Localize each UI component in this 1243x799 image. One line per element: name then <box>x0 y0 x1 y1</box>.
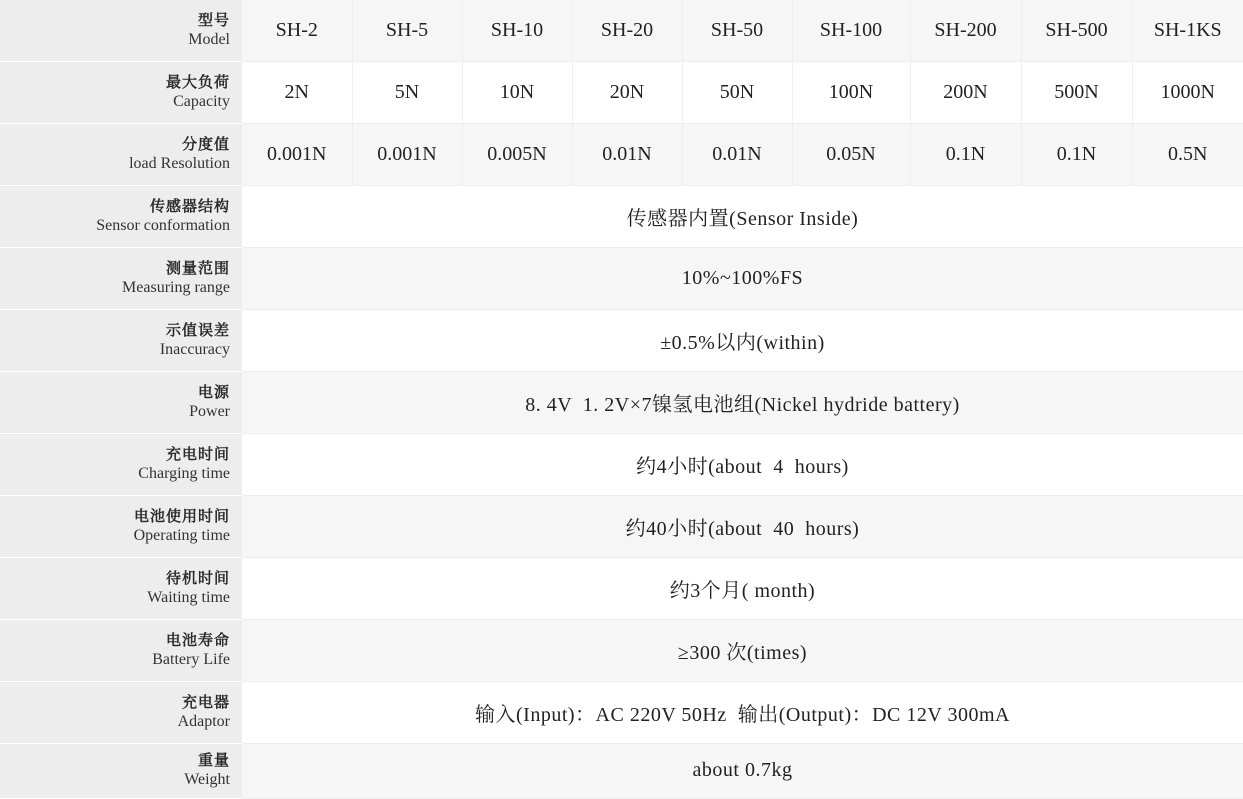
capacity-cell: 200N <box>910 61 1021 123</box>
model-cell: SH-1KS <box>1132 0 1243 61</box>
label-en: Battery Life <box>152 650 230 668</box>
label-weight <box>0 743 242 798</box>
label-cn: 电池使用时间 <box>133 506 230 525</box>
model-cell: SH-5 <box>352 0 462 61</box>
row-weight <box>0 743 1243 798</box>
range-value: 10%~100%FS <box>242 247 1243 309</box>
label-capacity <box>0 61 242 123</box>
label-cn: 传感器结构 <box>149 196 230 215</box>
resolution-cell: 0.1N <box>910 123 1021 185</box>
model-cell: SH-50 <box>682 0 792 61</box>
capacity-cell: 1000N <box>1132 61 1243 123</box>
label-sensor <box>0 185 242 247</box>
model-cell: SH-500 <box>1021 0 1132 61</box>
resolution-cell: 0.05N <box>792 123 910 185</box>
capacity-cell: 100N <box>792 61 910 123</box>
resolution-cell: 0.1N <box>1021 123 1132 185</box>
row-capacity <box>0 61 1243 123</box>
sensor-value: 传感器内置(Sensor Inside) <box>242 185 1243 247</box>
resolution-cell: 0.001N <box>242 123 352 185</box>
label-en: Power <box>189 402 230 420</box>
label-en: Weight <box>184 771 230 788</box>
row-inaccuracy <box>0 309 1243 371</box>
model-cell: SH-10 <box>462 0 572 61</box>
label-en: Charging time <box>138 464 230 482</box>
label-cn: 充电时间 <box>165 444 230 463</box>
label-battery-life <box>0 619 242 681</box>
label-resolution <box>0 123 242 185</box>
label-en: Waiting time <box>147 588 230 606</box>
row-charging <box>0 433 1243 495</box>
capacity-cell: 10N <box>462 61 572 123</box>
label-model <box>0 0 242 61</box>
capacity-cell: 20N <box>572 61 682 123</box>
label-waiting <box>0 557 242 619</box>
label-range <box>0 247 242 309</box>
row-model <box>0 0 1243 61</box>
adaptor-value: 输入(Input)：AC 220V 50Hz 输出(Output)：DC 12V 300mA <box>242 681 1243 743</box>
row-adaptor <box>0 681 1243 743</box>
row-power <box>0 371 1243 433</box>
label-cn: 测量范围 <box>165 258 230 277</box>
resolution-cell: 0.01N <box>572 123 682 185</box>
capacity-cell: 50N <box>682 61 792 123</box>
charging-value: 约4小时(about 4 hours) <box>242 433 1243 495</box>
model-cell: SH-200 <box>910 0 1021 61</box>
weight-value: about 0.7kg <box>242 743 1243 798</box>
capacity-cell: 500N <box>1021 61 1132 123</box>
resolution-cell: 0.001N <box>352 123 462 185</box>
resolution-cell: 0.5N <box>1132 123 1243 185</box>
model-cell: SH-20 <box>572 0 682 61</box>
label-cn: 待机时间 <box>165 568 230 587</box>
label-cn: 最大负荷 <box>165 72 230 91</box>
battery-life-value: ≥300 次(times) <box>242 619 1243 681</box>
label-inaccuracy <box>0 309 242 371</box>
label-charging <box>0 433 242 495</box>
resolution-cell: 0.01N <box>682 123 792 185</box>
waiting-value: 约3个月( month) <box>242 557 1243 619</box>
capacity-cell: 2N <box>242 61 352 123</box>
label-cn: 型号 <box>197 10 230 29</box>
row-sensor <box>0 185 1243 247</box>
row-operating <box>0 495 1243 557</box>
row-resolution <box>0 123 1243 185</box>
label-en: Measuring range <box>122 278 230 296</box>
label-cn: 示值误差 <box>165 320 230 339</box>
operating-value: 约40小时(about 40 hours) <box>242 495 1243 557</box>
label-cn: 电源 <box>197 382 230 401</box>
label-en: load Resolution <box>129 154 230 172</box>
label-en: Inaccuracy <box>159 340 230 358</box>
model-cell: SH-100 <box>792 0 910 61</box>
label-operating <box>0 495 242 557</box>
label-cn: 分度值 <box>181 134 230 153</box>
label-en: Capacity <box>173 92 230 110</box>
label-en: Sensor conformation <box>96 216 230 234</box>
label-en: Model <box>188 30 230 48</box>
row-range <box>0 247 1243 309</box>
row-battery-life <box>0 619 1243 681</box>
power-value: 8. 4V 1. 2V×7镍氢电池组(Nickel hydride battery) <box>242 371 1243 433</box>
label-cn: 充电器 <box>181 692 230 711</box>
resolution-cell: 0.005N <box>462 123 572 185</box>
row-waiting <box>0 557 1243 619</box>
label-power <box>0 371 242 433</box>
model-cell: SH-2 <box>242 0 352 61</box>
inaccuracy-value: ±0.5%以内(within) <box>242 309 1243 371</box>
label-cn: 电池寿命 <box>165 630 230 649</box>
capacity-cell: 5N <box>352 61 462 123</box>
label-en: Operating time <box>133 526 230 544</box>
label-cn: 重量 <box>197 751 230 769</box>
label-en: Adaptor <box>177 712 230 730</box>
label-adaptor <box>0 681 242 743</box>
